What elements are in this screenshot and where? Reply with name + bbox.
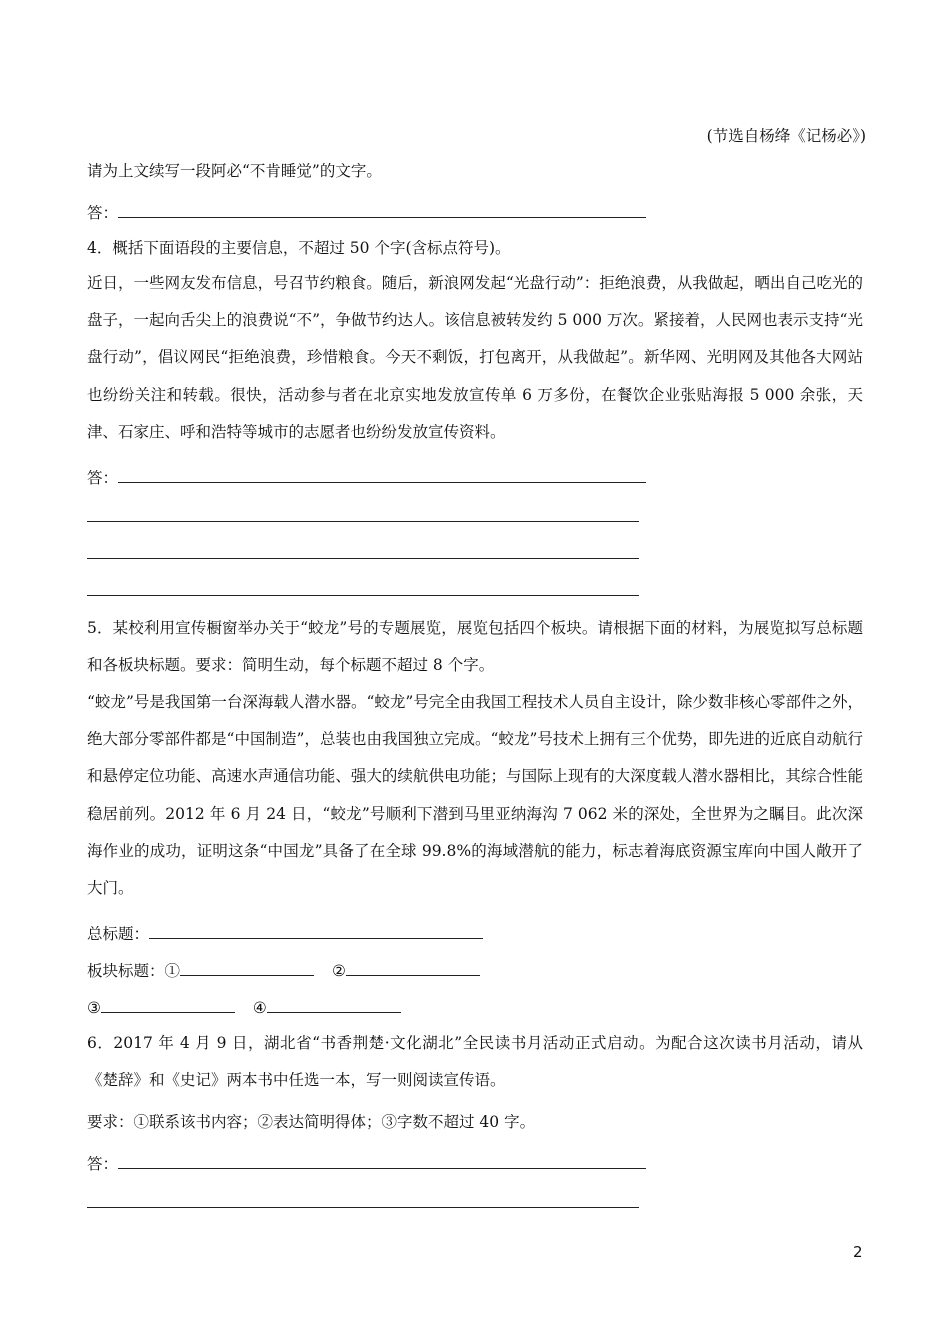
- main-title-label: 总标题：: [87, 925, 150, 943]
- page-number: 2: [853, 1243, 863, 1261]
- marker-3: ③: [87, 999, 101, 1017]
- q6-answer-line[interactable]: [87, 1153, 646, 1174]
- source-citation: (节选自杨绛《记杨必》): [706, 127, 866, 145]
- answer-label: 答：: [87, 204, 119, 222]
- answer-label: 答：: [87, 469, 119, 487]
- answer-blank-line[interactable]: [87, 558, 639, 559]
- marker-1: ①: [164, 962, 181, 980]
- answer-label: 答：: [87, 1155, 119, 1173]
- marker-4: ④: [252, 999, 267, 1017]
- answer-blank[interactable]: [118, 467, 646, 483]
- answer-blank-line[interactable]: [87, 1207, 639, 1208]
- q3-answer-line[interactable]: [87, 202, 646, 223]
- q5-passage: “蛟龙”号是我国第一台深海载人潜水器。“蛟龙”号完全由我国工程技术人员自主设计，除少数非核心零部件之外，绝大部分零部件都是“中国制造”，总装也由我国独立完成。“蛟龙”号技术上拥有三个优势，即先进的近底自动航行和悬停定位功能、高速水声通信功能、强大的续航供电功能；与国际上现有的大深度载人潜水器相比，其综合性能稳居前列。2012 年 6 月 24 日，“蛟龙”号顺利下潜到马里亚纳海沟 7 062 米的深处，全世界为之瞩目。此次深海作业的成功，证明这条“中国龙”具备了在全球 99.8%的海域潜航的能力，标志着海底资源宝库向中国人敞开了大门。: [87, 693, 863, 898]
- section-blank-1[interactable]: [180, 960, 314, 976]
- marker-2: ②: [332, 962, 346, 980]
- q4-passage: 近日，一些网友发布信息，号召节约粮食。随后，新浪网发起“光盘行动”：拒绝浪费，从我做起，晒出自己吃光的盘子，一起向舌尖上的浪费说“不”，争做节约达人。该信息被转发约 5 000 万次。紧接着，人民网也表示支持“光盘行动”，倡议网民“拒绝浪费，珍惜粮食。今天不剩饭，打包离开，从我做起”。新华网、光明网及其他各大网站也纷纷关注和转载。很快，活动参与者在北京实地发放宣传单 6 万多份，在餐饮企业张贴海报 5 000 余张，天津、石家庄、呼和浩特等城市的志愿者也纷纷发放宣传资料。: [87, 274, 863, 441]
- q5-section-line[interactable]: [87, 960, 480, 981]
- q4-title: 4．概括下面语段的主要信息，不超过 50 个字(含标点符号)。: [87, 239, 511, 257]
- section-blank-3[interactable]: [101, 997, 235, 1013]
- answer-blank-line[interactable]: [87, 595, 639, 596]
- q5-title: 5．某校利用宣传橱窗举办关于“蛟龙”号的专题展览，展览包括四个板块。请根据下面的材料，为展览拟写总标题和各板块标题。要求：简明生动，每个标题不超过 8 个字。: [87, 619, 863, 675]
- answer-blank[interactable]: [118, 202, 646, 218]
- q6-requirement: 要求：①联系该书内容；②表达简明得体；③字数不超过 40 字。: [87, 1113, 536, 1131]
- main-title-blank[interactable]: [149, 923, 483, 939]
- section-label: 板块标题：: [87, 962, 165, 980]
- q3-prompt: 请为上文续写一段阿必“不肯睡觉”的文字。: [87, 162, 382, 180]
- section-blank-2[interactable]: [346, 960, 480, 976]
- q5-main-title-line[interactable]: [87, 923, 483, 944]
- q4-answer-line[interactable]: [87, 467, 646, 488]
- section-blank-4[interactable]: [267, 997, 401, 1013]
- q6-title: 6．2017 年 4 月 9 日，湖北省“书香荆楚·文化湖北”全民读书月活动正式启动。为配合这次读书月活动，请从《楚辞》和《史记》两本书中任选一本，写一则阅读宣传语。: [87, 1034, 863, 1090]
- answer-blank[interactable]: [118, 1153, 646, 1169]
- q5-section-line-2[interactable]: [87, 997, 401, 1018]
- answer-blank-line[interactable]: [87, 521, 639, 522]
